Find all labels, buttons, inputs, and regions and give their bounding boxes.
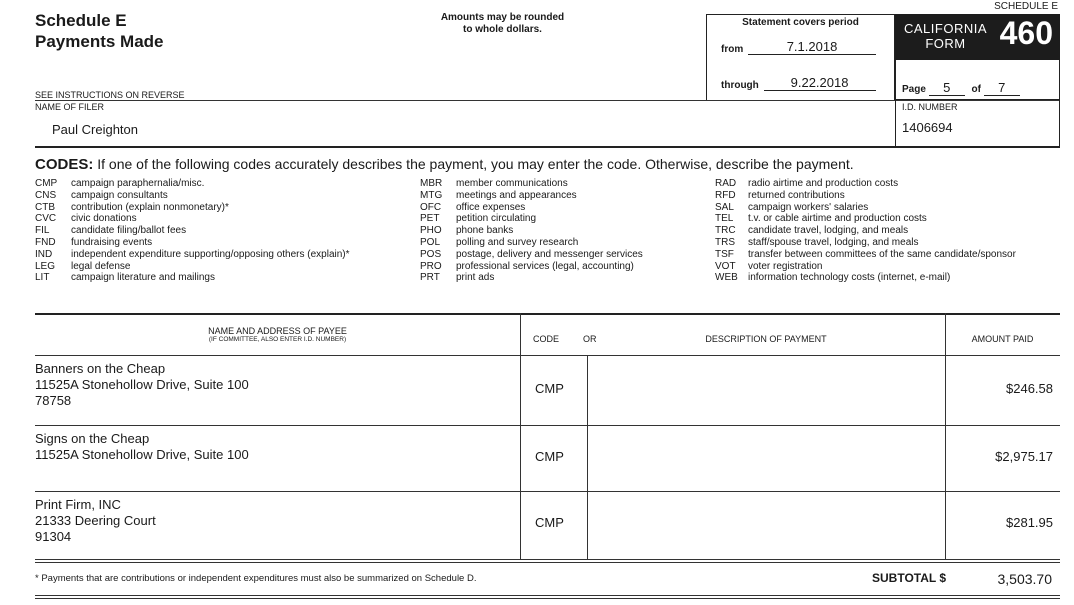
payments-table: [35, 313, 1060, 562]
code-item: [420, 178, 643, 190]
code-desc: phone banks: [456, 225, 514, 237]
payee-column-header: [35, 326, 520, 343]
codes-column-3: [715, 178, 1016, 284]
code-item: [715, 261, 1016, 273]
of-label: of: [971, 84, 981, 95]
code-key: CVC: [35, 213, 57, 225]
from-date-field[interactable]: 7.1.2018: [748, 39, 876, 55]
code-key: TEL: [715, 213, 734, 225]
code-item: [715, 213, 1016, 225]
code-item: [420, 225, 643, 237]
code-item: [715, 272, 1016, 284]
code-key: TSF: [715, 248, 734, 260]
codes-instruction: If one of the following codes accurately describes the payment, you may enter the code. Otherwise, describe the payment.: [97, 156, 854, 172]
codes-column-2: [420, 178, 643, 284]
from-label: from: [721, 44, 744, 55]
code-key: POS: [420, 248, 442, 260]
amount-cell[interactable]: $2,975.17: [995, 449, 1053, 464]
code-desc: campaign paraphernalia/misc.: [71, 178, 205, 189]
title-line-1: Schedule E: [35, 11, 127, 30]
payee-zip: 91304: [35, 529, 72, 544]
page-number-field[interactable]: 5: [929, 80, 965, 96]
code-item: [420, 261, 643, 273]
codes-heading: [35, 156, 854, 173]
code-item: [715, 178, 1016, 190]
code-desc: radio airtime and production costs: [748, 178, 899, 189]
code-desc: legal defense: [71, 260, 131, 272]
codes-label: CODES:: [35, 156, 94, 173]
code-desc: returned contributions: [748, 189, 845, 201]
code-key: CNS: [35, 189, 57, 201]
code-key: VOT: [715, 260, 736, 272]
code-desc: member communications: [456, 178, 568, 189]
code-item: [420, 249, 643, 261]
code-item: [715, 202, 1016, 214]
table-top-border: [35, 313, 1060, 315]
footnote: * Payments that are contributions or independent expenditures must also be summarized on Schedule D.: [35, 573, 477, 584]
code-item: [715, 249, 1016, 261]
row-divider: [35, 491, 1060, 492]
subtotal-value[interactable]: 3,503.70: [997, 571, 1052, 587]
description-cell[interactable]: [588, 509, 944, 529]
payee-address: 11525A Stonehollow Drive, Suite 100: [35, 377, 249, 392]
code-key: PRO: [420, 260, 442, 272]
row-divider: [35, 425, 1060, 426]
payee-address: 21333 Deering Court: [35, 513, 156, 528]
code-cell[interactable]: CMP: [535, 381, 564, 396]
form-badge-line-2: FORM: [925, 36, 966, 51]
payee-cell[interactable]: [35, 431, 249, 463]
divider: [35, 146, 1060, 148]
code-key: FIL: [35, 225, 50, 237]
code-key: TRC: [715, 225, 736, 237]
through-date-field[interactable]: 9.22.2018: [764, 75, 876, 91]
code-desc: campaign workers' salaries: [748, 201, 869, 213]
code-item: [35, 190, 350, 202]
id-number-box: [895, 100, 1060, 146]
code-item: [715, 190, 1016, 202]
description-cell[interactable]: [588, 373, 944, 393]
code-item: [420, 272, 643, 284]
code-desc: meetings and appearances: [456, 189, 577, 201]
bottom-rule: [35, 598, 1060, 599]
payee-header-sublabel: (IF COMMITTEE, ALSO ENTER I.D. NUMBER): [208, 336, 347, 343]
california-form-badge: [895, 14, 1060, 60]
statement-period-box: [706, 14, 895, 100]
code-key: CTB: [35, 201, 55, 213]
page-row: [902, 80, 1020, 96]
amount-cell[interactable]: $281.95: [1006, 515, 1053, 530]
code-item: [715, 237, 1016, 249]
rounding-note: [410, 12, 595, 36]
description-column-header: DESCRIPTION OF PAYMENT: [705, 334, 827, 344]
code-item: [35, 178, 350, 190]
code-item: [35, 261, 350, 273]
code-desc: transfer between committees of the same candidate/sponsor: [748, 248, 1016, 260]
code-item: [420, 213, 643, 225]
code-item: [715, 225, 1016, 237]
code-item: [35, 202, 350, 214]
code-key: WEB: [715, 272, 738, 284]
form-number: 460: [999, 15, 1053, 51]
code-item: [35, 272, 350, 284]
payee-cell[interactable]: [35, 361, 249, 409]
code-item: [35, 237, 350, 249]
code-desc: candidate filing/ballot fees: [71, 225, 187, 237]
period-from-row: [721, 39, 876, 55]
table-bottom-border: [35, 559, 1060, 560]
code-desc: staff/spouse travel, lodging, and meals: [748, 236, 919, 248]
code-desc: postage, delivery and messenger services: [456, 248, 643, 260]
code-desc: candidate travel, lodging, and meals: [748, 225, 909, 237]
codes-column-1: [35, 178, 350, 284]
code-key: SAL: [715, 201, 734, 213]
code-desc: independent expenditure supporting/opposing others (explain)*: [71, 248, 350, 260]
amount-column-header: AMOUNT PAID: [971, 334, 1034, 344]
page-title: [35, 10, 164, 52]
page-label: Page: [902, 84, 926, 95]
subtotal-label: SUBTOTAL $: [872, 571, 947, 585]
title-line-2: Payments Made: [35, 32, 164, 51]
code-key: PHO: [420, 225, 442, 237]
code-key: MTG: [420, 189, 443, 201]
bottom-rule: [35, 595, 1060, 596]
payee-cell[interactable]: [35, 497, 156, 545]
code-item: [35, 249, 350, 261]
code-desc: office expenses: [456, 201, 526, 213]
code-key: OFC: [420, 201, 442, 213]
header-divider: [35, 355, 1060, 356]
code-key: RFD: [715, 189, 736, 201]
code-key: TRS: [715, 236, 735, 248]
code-item: [420, 190, 643, 202]
period-through-row: [721, 75, 876, 91]
code-desc: petition circulating: [456, 213, 537, 225]
column-divider: [520, 313, 521, 559]
code-desc: t.v. or cable airtime and production costs: [748, 213, 927, 225]
form-badge-line-1: CALIFORNIA: [904, 21, 988, 36]
id-number-value[interactable]: 1406694: [902, 120, 953, 135]
code-key: IND: [35, 248, 53, 260]
code-desc: fundraising events: [71, 236, 153, 248]
rounding-note-line-1: Amounts may be rounded: [440, 12, 565, 23]
code-key: RAD: [715, 178, 737, 189]
payee-zip: 78758: [35, 393, 72, 408]
code-key: LEG: [35, 260, 56, 272]
filer-name-value[interactable]: Paul Creighton: [52, 122, 138, 137]
code-key: LIT: [35, 272, 50, 284]
amount-cell[interactable]: $246.58: [1006, 381, 1053, 396]
payee-name: Print Firm, INC: [35, 497, 121, 512]
see-instructions-note: SEE INSTRUCTIONS ON REVERSE: [35, 90, 185, 100]
code-desc: professional services (legal, accounting): [456, 260, 634, 272]
payee-address: 11525A Stonehollow Drive, Suite 100: [35, 447, 249, 462]
code-item: [35, 213, 350, 225]
code-cell[interactable]: CMP: [535, 515, 564, 530]
code-key: FND: [35, 236, 56, 248]
payee-name: Signs on the Cheap: [35, 431, 150, 446]
period-title: Statement covers period: [742, 17, 859, 28]
code-desc: campaign consultants: [71, 189, 168, 201]
payee-name: Banners on the Cheap: [35, 361, 166, 376]
rounding-note-line-2: to whole dollars.: [463, 24, 542, 35]
or-label: OR: [583, 334, 597, 344]
id-number-label: I.D. NUMBER: [902, 102, 958, 112]
schedule-label: SCHEDULE E: [994, 1, 1058, 12]
code-column-header: CODE: [533, 334, 560, 344]
code-key: PRT: [420, 272, 440, 284]
page-number-box: [895, 60, 1060, 100]
page-total-field[interactable]: 7: [984, 80, 1020, 96]
table-bottom-border: [35, 562, 1060, 563]
code-key: PET: [420, 213, 440, 225]
code-key: POL: [420, 236, 441, 248]
code-key: CMP: [35, 178, 58, 189]
code-key: MBR: [420, 178, 443, 189]
code-desc: voter registration: [748, 260, 823, 272]
code-desc: polling and survey research: [456, 236, 579, 248]
filer-name-label: NAME OF FILER: [35, 102, 105, 112]
code-desc: print ads: [456, 272, 495, 284]
code-item: [35, 225, 350, 237]
form-badge-text: [904, 21, 987, 51]
code-item: [420, 202, 643, 214]
code-desc: contribution (explain nonmonetary)*: [71, 201, 229, 213]
code-cell[interactable]: CMP: [535, 449, 564, 464]
through-label: through: [721, 80, 759, 91]
code-desc: information technology costs (internet, e-mail): [748, 272, 951, 284]
code-item: [420, 237, 643, 249]
payee-header-label: NAME AND ADDRESS OF PAYEE: [208, 326, 347, 336]
description-cell[interactable]: [588, 443, 944, 463]
code-desc: civic donations: [71, 213, 137, 225]
code-desc: campaign literature and mailings: [71, 272, 215, 284]
